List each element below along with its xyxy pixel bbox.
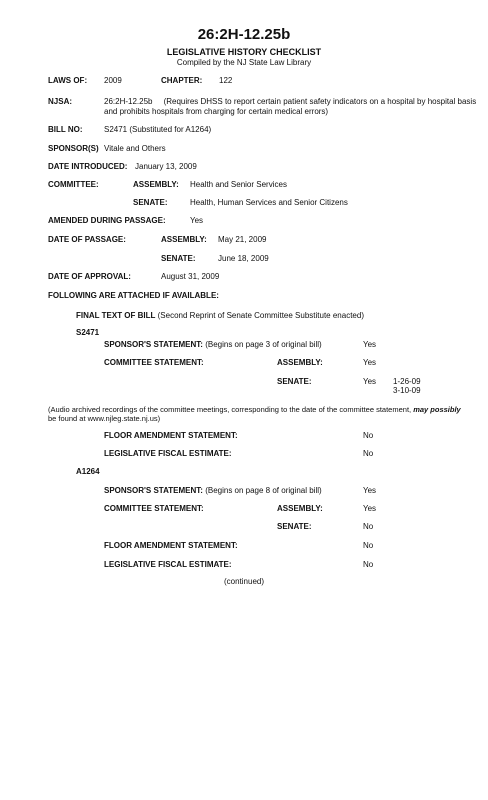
committee-assembly-label: ASSEMBLY: bbox=[133, 180, 179, 189]
introduced-value: January 13, 2009 bbox=[135, 162, 197, 171]
committee-senate-value: Health, Human Services and Senior Citizens bbox=[190, 198, 348, 207]
laws-year: 2009 bbox=[104, 76, 122, 85]
introduced-label: DATE INTRODUCED: bbox=[48, 162, 128, 171]
compiled-by: Compiled by the NJ State Law Library bbox=[176, 58, 312, 67]
s2471-sponsor-label: SPONSOR'S STATEMENT: bbox=[104, 340, 203, 349]
audio-note-line1 bbox=[48, 405, 461, 414]
a1264-heading: A1264 bbox=[76, 467, 100, 476]
s2471-floor-label: FLOOR AMENDMENT STATEMENT: bbox=[104, 431, 238, 440]
passage-senate-value: June 18, 2009 bbox=[218, 254, 269, 263]
a1264-assembly-value: Yes bbox=[363, 504, 377, 513]
a1264-senate-value: No bbox=[363, 522, 374, 531]
audio-note-emphasis: may possibly bbox=[413, 405, 461, 414]
a1264-fiscal-label: LEGISLATIVE FISCAL ESTIMATE: bbox=[104, 560, 232, 569]
a1264-floor-value: No bbox=[363, 541, 374, 550]
amended-label: AMENDED DURING PASSAGE: bbox=[48, 216, 166, 225]
committee-label: COMMITTEE: bbox=[48, 180, 99, 189]
passage-label: DATE OF PASSAGE: bbox=[48, 235, 126, 244]
a1264-assembly-label: ASSEMBLY: bbox=[277, 504, 323, 513]
approval-value: August 31, 2009 bbox=[161, 272, 220, 281]
s2471-sponsor-value: Yes bbox=[363, 340, 377, 349]
a1264-floor-label: FLOOR AMENDMENT STATEMENT: bbox=[104, 541, 238, 550]
a1264-sponsor-note: (Begins on page 8 of original bill) bbox=[205, 486, 322, 495]
passage-assembly-label: ASSEMBLY: bbox=[161, 235, 207, 244]
final-text-label: FINAL TEXT OF BILL bbox=[76, 311, 156, 320]
s2471-senate-date-2: 3-10-09 bbox=[393, 386, 421, 395]
attached-heading: FOLLOWING ARE ATTACHED IF AVAILABLE: bbox=[48, 291, 219, 300]
sponsors-label: SPONSOR(S) bbox=[48, 144, 99, 153]
passage-senate-label: SENATE: bbox=[161, 254, 196, 263]
s2471-senate-date-1: 1-26-09 bbox=[393, 377, 421, 386]
chapter-label: CHAPTER: bbox=[161, 76, 203, 85]
final-text-line bbox=[76, 311, 364, 321]
s2471-fiscal-value: No bbox=[363, 449, 374, 458]
a1264-senate-label: SENATE: bbox=[277, 522, 312, 531]
s2471-sponsor-note: (Begins on page 3 of original bill) bbox=[205, 340, 322, 349]
s2471-assembly-label: ASSEMBLY: bbox=[277, 358, 323, 367]
committee-assembly-value: Health and Senior Services bbox=[190, 180, 287, 189]
passage-assembly-value: May 21, 2009 bbox=[218, 235, 267, 244]
audio-note-text: (Audio archived recordings of the committee meetings, corresponding to the date of the committee statement, bbox=[48, 405, 412, 414]
s2471-senate-value: Yes bbox=[363, 377, 377, 386]
continued-note: (continued) bbox=[223, 577, 265, 586]
s2471-committee-label: COMMITTEE STATEMENT: bbox=[104, 358, 204, 367]
final-text-note: (Second Reprint of Senate Committee Substitute enacted) bbox=[157, 311, 364, 320]
s2471-sponsor-line bbox=[104, 340, 322, 350]
a1264-sponsor-line bbox=[104, 486, 322, 496]
s2471-assembly-value: Yes bbox=[363, 358, 377, 367]
a1264-sponsor-value: Yes bbox=[363, 486, 377, 495]
a1264-sponsor-label: SPONSOR'S STATEMENT: bbox=[104, 486, 203, 495]
njsa-line2: and prohibits hospitals from charging for certain medical errors) bbox=[104, 107, 329, 116]
njsa-line1: 26:2H-12.25b (Requires DHSS to report certain patient safety indicators on a hospital by hospital basis bbox=[104, 97, 477, 106]
page-subtitle: LEGISLATIVE HISTORY CHECKLIST bbox=[166, 47, 322, 57]
s2471-fiscal-label: LEGISLATIVE FISCAL ESTIMATE: bbox=[104, 449, 232, 458]
amended-value: Yes bbox=[190, 216, 204, 225]
a1264-fiscal-value: No bbox=[363, 560, 374, 569]
bill-value: S2471 (Substituted for A1264) bbox=[104, 125, 212, 134]
committee-senate-label: SENATE: bbox=[133, 198, 168, 207]
approval-label: DATE OF APPROVAL: bbox=[48, 272, 131, 281]
a1264-committee-label: COMMITTEE STATEMENT: bbox=[104, 504, 204, 513]
sponsors-value: Vitale and Others bbox=[104, 144, 166, 153]
page-title: 26:2H-12.25b bbox=[197, 26, 291, 43]
s2471-floor-value: No bbox=[363, 431, 374, 440]
laws-label: LAWS OF: bbox=[48, 76, 88, 85]
bill-label: BILL NO: bbox=[48, 125, 83, 134]
audio-note-line2: be found at www.njleg.state.nj.us) bbox=[48, 414, 161, 423]
njsa-label: NJSA: bbox=[48, 97, 73, 106]
chapter-value: 122 bbox=[219, 76, 233, 85]
s2471-senate-label: SENATE: bbox=[277, 377, 312, 386]
s2471-heading: S2471 bbox=[76, 328, 100, 337]
